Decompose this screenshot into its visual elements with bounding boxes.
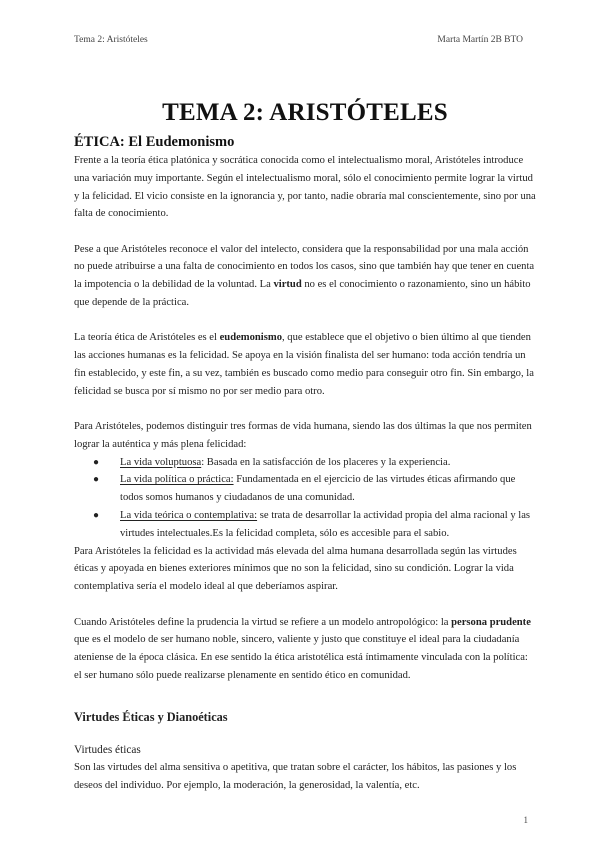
paragraph-7: Son las virtudes del alma sensitiva o apetitiva, que tratan sobre el carácter, los hábitos, las pasiones y los deseos del individuo. Por ejemplo, la moderación, la generosidad, la valentía, etc.: [74, 761, 517, 791]
bullet-icon: ●: [93, 456, 100, 468]
document-body: [74, 98, 536, 794]
term-virtud: virtud: [273, 279, 302, 291]
life-forms-list: [74, 454, 536, 543]
paragraph-5: Para Aristóteles la felicidad es la actividad más elevada del alma humana desarrollada según las virtudes éticas y apoyada en bienes exteriores mínimos que no son la felicidad, sino su condición. Lograr la vida contemplativa sería el modelo ideal al que deberíamos aspirar.: [74, 545, 517, 593]
header-left: Tema 2: Aristóteles: [74, 35, 148, 45]
list-item: [93, 454, 536, 472]
section-heading: ÉTICA: El Eudemonismo: [74, 134, 235, 150]
bullet-icon: ●: [93, 474, 100, 486]
bullet-icon: ●: [93, 510, 100, 522]
header-right: Marta Martín 2B BTO: [437, 35, 523, 45]
paragraph-6: [74, 614, 536, 685]
paragraph-1: Frente a la teoría ética platónica y socrática conocida como el intelectualismo moral, Aristóteles introduce una variación muy importante. Según el intelectualismo moral, sólo el conocimiento permite lograr la virtud y la felicidad. El vicio consiste en la ignorancia y, por tanto, nadie obraría mal conscientemente, sino por una falta de conocimiento.: [74, 155, 536, 220]
list-item-label: La vida teórica o contemplativa:: [120, 510, 258, 522]
paragraph-4: Para Aristóteles, podemos distinguir tres formas de vida humana, siendo las dos últimas la que nos permiten lograr la auténtica y más plena felicidad:: [74, 421, 532, 450]
term-eudemonismo: eudemonismo: [219, 332, 282, 344]
list-item-text: : Basada en la satisfacción de los placeres y la experiencia.: [201, 456, 451, 468]
paragraph-3-text-a: La teoría ética de Aristóteles es el: [74, 332, 220, 344]
page-number: 1: [523, 815, 528, 825]
paragraph-3-text-c: , que establece que el objetivo o bien último al que tienden las acciones humanas es la felicidad. Se apoya en la visión finalista del ser humano: toda acción tendría un fin establecido, y este fin, a su vez, también es buscado como medio para conseguir otro fin. Sin embargo, la felicidad se busca por sí mismo no por ser medio para otro.: [74, 332, 534, 397]
list-item: [93, 507, 536, 543]
list-item-label: La vida política o práctica:: [120, 474, 234, 486]
paragraph-6-text-a: Cuando Aristóteles define la prudencia la virtud se refiere a un modelo antropológico: la: [74, 616, 452, 628]
paragraph-2-text-a: Pese a que Aristóteles reconoce el valor del intelecto, considera que la responsabilidad por una mala acción no puede atribuirse a una falta de conocimiento en todos los casos, sino que también hay que tener en cuenta la impotencia o la debilidad de la voluntad. La: [74, 243, 535, 291]
paragraph-6-text-c: que es el modelo de ser humano noble, sincero, valiente y justo que constituye el ideal para la ciudadanía ateniense de la época clásica. En ese sentido la ética aristotélica está íntimamente vinculada con la política: el ser humano sólo puede realizarse plenamente en sentido ético en comunidad.: [74, 634, 528, 681]
paragraph-3: [74, 329, 536, 400]
list-item: [93, 471, 536, 507]
subsection-heading: Virtudes Éticas y Dianoéticas: [74, 709, 228, 724]
paragraph-2: [74, 241, 536, 312]
subsubsection-heading: Virtudes éticas: [74, 743, 141, 756]
list-item-label: La vida voluptuosa: [120, 456, 202, 468]
paragraph-2-text-c: no es el conocimiento o razonamiento, sino un hábito que depende de la práctica.: [74, 279, 531, 309]
list-item-text: Fundamentada en el ejercicio de las virtudes éticas afirmando que todos somos humanos y ciudadanos de una comunidad.: [120, 474, 516, 504]
list-item-text: se trata de desarrollar la actividad propia del alma racional y las virtudes intelectuales.Es la felicidad completa, sólo es accesible para el sabio.: [120, 510, 531, 539]
term-persona-prudente: persona prudente: [451, 616, 531, 628]
page-title: TEMA 2: ARISTÓTELES: [162, 99, 448, 126]
